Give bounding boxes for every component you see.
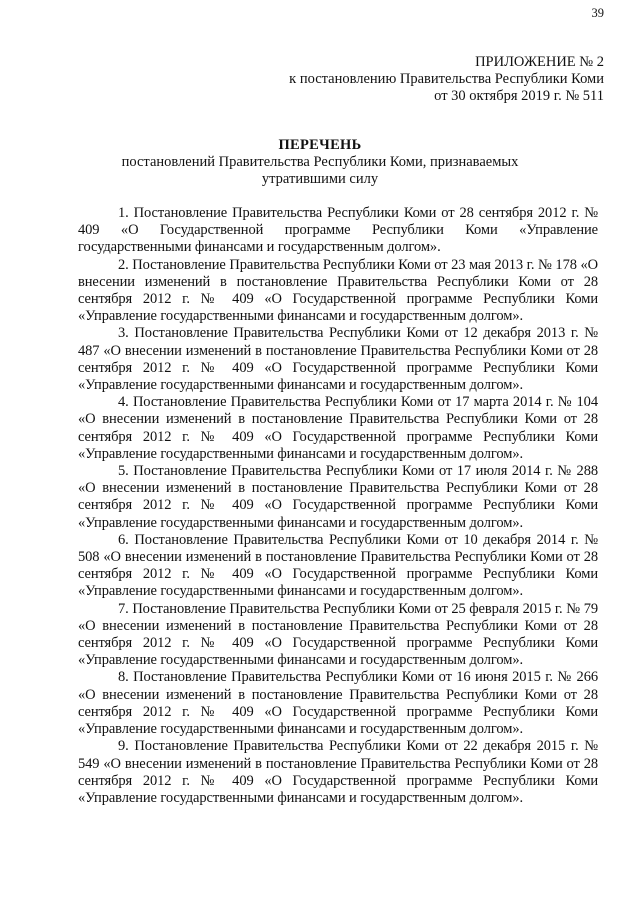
list-item: 9. Постановление Правительства Республики Коми от 22 декабря 2015 г. № 549 «О внесении изменений в постановление Правительства Республики Коми от 28 сентября 2012 г. № 409 «О Государственной программе Республики Коми «Управление государственными финансами и государственным долгом». — [78, 738, 598, 806]
list-item: 1. Постановление Правительства Республики Коми от 28 сентября 2012 г. № 409 «О Государственной программе Республики Коми «Управление государственными финансами и государственным долгом». — [78, 205, 598, 256]
list-item: 2. Постановление Правительства Республики Коми от 23 мая 2013 г. № 178 «О внесении изменений в постановление Правительства Республики Коми от 28 сентября 2012 г. № 409 «О Государственной программе Республики Коми «Управление государственными финансами и государственным долгом». — [78, 256, 598, 325]
list-item: 3. Постановление Правительства Республики Коми от 12 декабря 2013 г. № 487 «О внесении изменений в постановление Правительства Республики Коми от 28 сентября 2012 г. № 409 «О Государственной программе Республики Коми «Управление государственными финансами и государственным долгом». — [78, 325, 598, 394]
appendix-date: от 30 октября 2019 г. № 511 — [434, 88, 604, 104]
appendix-label: ПРИЛОЖЕНИЕ № 2 — [475, 54, 604, 70]
list-item: 5. Постановление Правительства Республики Коми от 17 июля 2014 г. № 288 «О внесении изменений в постановление Правительства Республики Коми от 28 сентября 2012 г. № 409 «О Государственной программе Республики Коми «Управление государственными финансами и государственным долгом». — [78, 463, 598, 531]
appendix-resolution: к постановлению Правительства Республики Коми — [289, 71, 604, 87]
resolution-list — [78, 205, 598, 807]
title-line-2: утратившими силу — [261, 171, 379, 187]
document-title — [0, 137, 640, 188]
title-heading: ПЕРЕЧЕНЬ — [278, 137, 362, 153]
list-item: 7. Постановление Правительства Республики Коми от 25 февраля 2015 г. № 79 «О внесении изменений в постановление Правительства Республики Коми от 28 сентября 2012 г. № 409 «О Государственной программе Республики Коми «Управление государственными финансами и государственным долгом». — [78, 600, 598, 669]
list-item: 6. Постановление Правительства Республики Коми от 10 декабря 2014 г. № 508 «О внесении изменений в постановление Правительства Республики Коми от 28 сентября 2012 г. № 409 «О Государственной программе Республики Коми «Управление государственными финансами и государственным долгом». — [78, 531, 598, 600]
page-number: 39 — [591, 6, 604, 20]
appendix-block — [289, 54, 604, 105]
title-line-1: постановлений Правительства Республики Коми, признаваемых — [121, 154, 519, 170]
list-item: 4. Постановление Правительства Республики Коми от 17 марта 2014 г. № 104 «О внесении изменений в постановление Правительства Республики Коми от 28 сентября 2012 г. № 409 «О Государственной программе Республики Коми «Управление государственными финансами и государственным долгом». — [78, 394, 598, 462]
list-item: 8. Постановление Правительства Республики Коми от 16 июня 2015 г. № 266 «О внесении изменений в постановление Правительства Республики Коми от 28 сентября 2012 г. № 409 «О Государственной программе Республики Коми «Управление государственными финансами и государственным долгом». — [78, 669, 598, 738]
